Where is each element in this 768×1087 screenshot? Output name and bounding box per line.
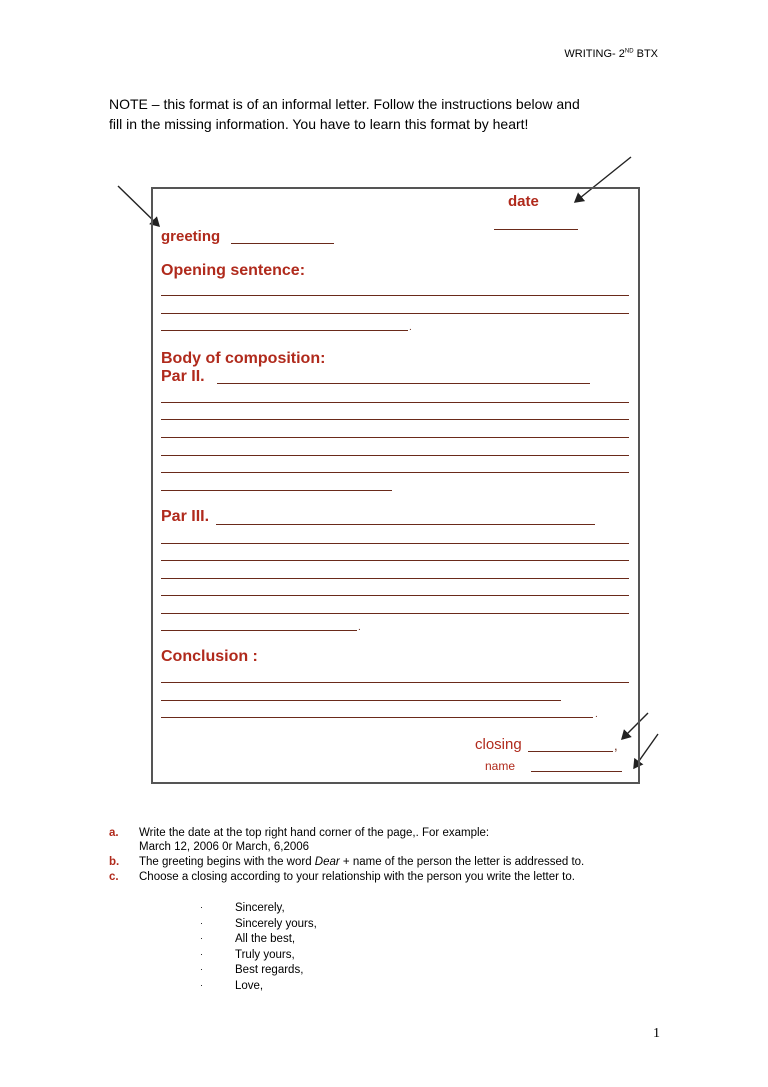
bullet: · <box>200 979 203 990</box>
instruction-text-pre: The greeting begins with the word <box>139 856 315 868</box>
closing-option: Truly yours, <box>235 948 295 961</box>
instruction-example-text: March 12, 2006 0r March, 6,2006 <box>139 841 310 853</box>
closing-line <box>528 751 613 752</box>
bullet: · <box>200 964 203 975</box>
body-label: Body of composition: <box>161 350 326 367</box>
par-3-first-line <box>216 524 595 525</box>
instruction-marker: b. <box>109 856 120 868</box>
par-3-line <box>161 613 629 614</box>
instruction-text-emphasis: Dear <box>314 856 340 868</box>
instruction-text-post: + name of the person the letter is addressed to. <box>339 856 585 868</box>
par-2-line <box>161 455 629 456</box>
greeting-line <box>231 243 334 244</box>
closing-label: closing <box>475 736 522 753</box>
name-label: name <box>485 759 516 773</box>
par-3-line <box>161 595 629 596</box>
par-3-label: Par III. <box>161 508 210 525</box>
page-number: 1 <box>653 1026 660 1041</box>
instruction-text: Write the date at the top right hand corner of the page,. For example: <box>139 827 490 839</box>
opening-line-2 <box>161 313 629 314</box>
par-3-last-line <box>161 630 357 631</box>
closing-option: Sincerely yours, <box>235 917 317 930</box>
par-2-line <box>161 419 629 420</box>
par-2-line <box>161 437 629 438</box>
opening-line-3 <box>161 330 408 331</box>
conclusion-label: Conclusion : <box>161 648 258 665</box>
instruction-text: Choose a closing according to your relationship with the person you write the letter to. <box>139 871 575 883</box>
instruction-text <box>139 855 584 870</box>
par-3-line <box>161 543 629 544</box>
note-line-1: NOTE – this format is of an informal letter. Follow the instructions below and <box>109 96 580 112</box>
bullet: · <box>200 948 203 959</box>
conclusion-line-2 <box>161 700 561 701</box>
note-line-2: fill in the missing information. You have to learn this format by heart! <box>109 116 529 132</box>
conclusion-end-dot: . <box>595 709 598 720</box>
bullet: · <box>200 902 203 912</box>
opening-line-1 <box>161 295 629 296</box>
date-line <box>494 229 578 230</box>
par-2-line <box>161 402 629 403</box>
greeting-label: greeting <box>161 228 221 245</box>
header-superscript: ND <box>624 48 634 55</box>
closing-option: Love, <box>235 979 264 992</box>
closing-option: Best regards, <box>235 964 304 977</box>
par-2-last-line <box>161 490 392 491</box>
header-suffix: BTX <box>633 48 658 60</box>
par-2-first-line <box>217 383 590 384</box>
closing-option: Sincerely, <box>235 902 285 914</box>
bullet: · <box>200 933 203 944</box>
header-text: WRITING- 2 <box>564 48 625 60</box>
instruction-marker: a. <box>109 827 119 839</box>
par-3-line <box>161 578 629 579</box>
opening-sentence-label: Opening sentence: <box>161 262 306 279</box>
par-3-end-dot: . <box>358 622 361 633</box>
conclusion-line-3 <box>161 717 593 718</box>
opening-end-dot: . <box>409 322 412 333</box>
bullet: · <box>200 917 203 928</box>
name-line <box>531 771 622 772</box>
par-2-line <box>161 472 629 473</box>
par-2-label: Par II. <box>161 368 205 385</box>
par-3-line <box>161 560 629 561</box>
instruction-marker: c. <box>109 871 119 883</box>
conclusion-line-1 <box>161 682 629 683</box>
date-label: date <box>508 193 539 210</box>
closing-comma: , <box>614 738 618 753</box>
closing-option: All the best, <box>235 933 296 946</box>
